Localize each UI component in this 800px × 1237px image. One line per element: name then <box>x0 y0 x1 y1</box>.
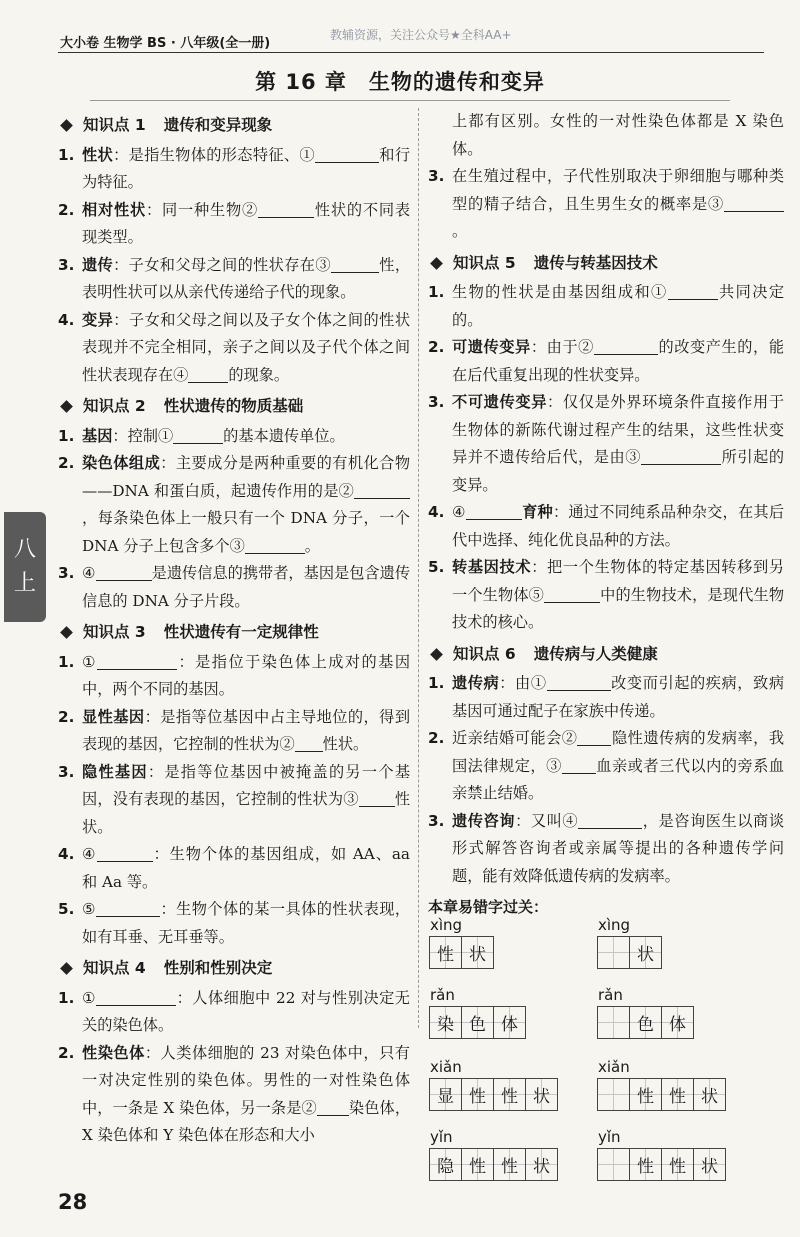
item-number: 5. <box>58 900 75 918</box>
diamond-bullet-icon <box>60 400 73 413</box>
fill-blank[interactable] <box>96 563 152 581</box>
list-item <box>428 670 784 725</box>
char-box <box>629 936 662 969</box>
char-box <box>661 1006 694 1039</box>
section-heading <box>58 619 410 647</box>
fill-blank[interactable] <box>577 728 611 746</box>
item-text: ：又叫④ <box>515 811 579 830</box>
term: 相对性状 <box>82 200 146 219</box>
list-item <box>58 252 410 307</box>
char-text: 状 <box>533 1157 550 1177</box>
item-text: ：是指生物体的形态特征、① <box>113 145 315 164</box>
list-item <box>58 307 410 390</box>
item-text: 。 <box>452 222 468 240</box>
section-title: 遗传和变异现象 <box>163 116 273 134</box>
item-number: 4. <box>58 310 75 329</box>
term: 遗传 <box>82 255 114 274</box>
item-number: 5. <box>428 558 445 576</box>
char-practice-block <box>430 1058 558 1111</box>
item-text: 在生殖过程中，子代性别取决于卵细胞与哪种类型的精子结合，且生男生女的概率是③ <box>452 167 784 213</box>
char-text: 性 <box>437 945 454 965</box>
char-practice-block <box>430 1128 558 1181</box>
list-item <box>58 142 410 197</box>
fill-blank[interactable] <box>315 145 379 163</box>
pinyin-label: xìng <box>430 916 463 934</box>
char-practice-block <box>598 1058 726 1111</box>
item-number: 3. <box>58 762 75 781</box>
empty-char-box[interactable] <box>597 1006 630 1039</box>
char-box <box>493 1006 526 1039</box>
fill-blank[interactable] <box>668 282 718 300</box>
pinyin-label: xiǎn <box>430 1058 462 1076</box>
item-number: 2. <box>58 454 75 472</box>
section-label: 知识点 6 <box>453 644 516 663</box>
term: 隐性基因 <box>82 762 148 781</box>
item-text: ① <box>82 988 97 1007</box>
diamond-bullet-icon <box>430 257 443 270</box>
item-number: 1. <box>58 652 75 671</box>
item-text: 改变而引起的疾病，致病基因可通过配子在家族中传递。 <box>452 674 785 720</box>
term: 性状 <box>82 145 114 164</box>
char-text: 性 <box>469 1087 486 1107</box>
continuation-text: 上都有区别。女性的一对性染色体都是 X 染色体。 <box>452 112 784 158</box>
char-text: 隐 <box>437 1157 454 1177</box>
left-column <box>58 108 410 1150</box>
list-item <box>428 279 784 334</box>
item-text: ：人类体细胞的 23 对染色体中，只有一对决定性别的染色体。男性的一对性染色体中，一条是 X 染色体，另一条是② <box>82 1043 410 1117</box>
item-text: ④ <box>82 845 97 863</box>
fill-blank[interactable] <box>641 447 721 465</box>
char-text: 染 <box>437 1015 454 1035</box>
pinyin-label: xiǎn <box>598 1058 630 1076</box>
item-text: ：由于② <box>530 338 594 356</box>
char-box <box>525 1148 558 1181</box>
section-title: 性别和性别决定 <box>163 959 273 977</box>
item-text: ：同一种生物② <box>146 200 258 219</box>
column-divider <box>418 108 419 1028</box>
char-box <box>629 1006 662 1039</box>
char-text: 状 <box>701 1087 718 1107</box>
item-text: 中的生物技术，是现代生物技术的核心。 <box>452 585 785 631</box>
item-number: 4. <box>428 503 445 521</box>
char-text: 显 <box>437 1087 454 1107</box>
section-heading <box>58 112 410 140</box>
item-text: ，是咨询医生以商谈形式解答咨询者或亲属等提出的各种遗传学问题，能有效降低遗传病的发病率。 <box>452 811 785 885</box>
char-text: 体 <box>501 1015 518 1035</box>
item-text: 性，表明性状可以从亲代传递给子代的现象。 <box>82 255 411 301</box>
section-label: 知识点 4 <box>83 959 146 977</box>
list-item <box>58 704 410 759</box>
item-number: 2. <box>58 200 75 219</box>
list-item <box>428 725 784 808</box>
char-text: 性 <box>637 1157 654 1177</box>
char-text: 状 <box>637 945 654 965</box>
fill-blank[interactable] <box>188 365 228 383</box>
fill-blank[interactable] <box>562 756 596 774</box>
fill-blank[interactable] <box>724 194 784 212</box>
error-chars-grid <box>428 906 784 1186</box>
char-box <box>461 1006 494 1039</box>
section-heading <box>58 955 410 983</box>
item-number: 2. <box>428 729 445 747</box>
pinyin-label: xìng <box>598 916 631 934</box>
char-box <box>429 1148 462 1181</box>
list-item <box>58 841 410 896</box>
item-number: 2. <box>58 707 75 726</box>
char-practice-block <box>598 986 694 1039</box>
term: 变异 <box>82 310 114 329</box>
item-text: ：是指等位基因中占主导地位的，得到表现的基因，它控制的性状为② <box>82 707 410 753</box>
item-number: 4. <box>58 845 75 863</box>
item-text: ：主要成分是两种重要的有机化合物——DNA 和蛋白质，起遗传作用的是② <box>82 454 410 500</box>
item-number: 3. <box>428 393 445 411</box>
item-text: 是遗传信息的携带者，基因是包含遗传信息的 DNA 分子片段。 <box>82 564 411 610</box>
section-title: 遗传病与人类健康 <box>533 644 658 663</box>
item-text: ：子女和父母之间的性状存在③ <box>113 255 331 274</box>
term: 遗传咨询 <box>452 811 516 830</box>
section-label: 知识点 1 <box>83 116 146 134</box>
char-text: 色 <box>469 1015 486 1035</box>
fill-blank[interactable] <box>97 844 153 862</box>
section-title: 性状遗传有一定规律性 <box>163 623 319 641</box>
pinyin-label: rǎn <box>430 986 455 1004</box>
chapter-title: 第 16 章 生物的遗传和变异 <box>255 70 545 94</box>
char-box-row <box>430 936 494 969</box>
section-title: 遗传与转基因技术 <box>533 253 658 272</box>
char-box-row <box>430 1148 558 1181</box>
item-text: 所引起的变异。 <box>452 448 784 494</box>
item-text: 染色体，X 染色体和 Y 染色体在形态和大小 <box>82 1098 411 1144</box>
char-text: 性 <box>469 1157 486 1177</box>
item-number: 1. <box>58 145 75 164</box>
term: 显性基因 <box>82 707 145 726</box>
empty-char-box[interactable] <box>597 1148 630 1181</box>
fill-blank[interactable] <box>466 502 522 520</box>
char-box <box>629 1148 662 1181</box>
char-box-row <box>598 1148 726 1181</box>
diamond-bullet-icon <box>60 626 73 639</box>
section-label: 知识点 2 <box>83 397 146 415</box>
char-box <box>461 936 494 969</box>
fill-blank[interactable] <box>258 200 314 218</box>
section-title: 性状遗传的物质基础 <box>163 397 304 415</box>
item-number: 1. <box>428 674 445 692</box>
pinyin-label: yǐn <box>430 1128 453 1146</box>
item-number: 3. <box>58 255 75 274</box>
char-box-row <box>598 1078 726 1111</box>
term: 育种 <box>521 503 553 521</box>
char-text: 状 <box>469 945 486 965</box>
fill-blank[interactable] <box>578 811 642 829</box>
chapter-divider <box>90 100 730 101</box>
list-item <box>58 560 410 615</box>
item-text: ：控制① <box>112 426 174 445</box>
item-text: ：子女和父母之间以及子女个体之间的性状表现并不完全相同，亲子之间以及子代个体之间性状表现存在④ <box>82 310 410 384</box>
char-practice-block <box>598 916 662 969</box>
list-item <box>428 334 784 389</box>
item-text: 性状。 <box>322 735 369 753</box>
item-text: 隐性遗传病的发病率，我国法律规定，③ <box>452 729 785 775</box>
char-text: 性 <box>669 1087 686 1107</box>
book-header: 大小卷 生物学 BS · 八年级(全一册) <box>60 36 271 51</box>
fill-blank[interactable] <box>173 426 223 444</box>
fill-blank[interactable] <box>359 789 395 807</box>
term: 染色体组成 <box>82 454 161 472</box>
item-text: ：是指等位基因中被掩盖的另一个基因，没有表现的基因，它控制的性状为③ <box>82 762 411 808</box>
item-text: ① <box>82 652 98 671</box>
item-text: ：把一个生物体的特定基因转移到另一个生物体⑤ <box>452 558 785 604</box>
item-text: 生物的性状是由基因组成和① <box>452 283 668 301</box>
char-box-row <box>430 1006 526 1039</box>
char-practice-block <box>430 986 526 1039</box>
diamond-bullet-icon <box>430 648 443 661</box>
fill-blank[interactable] <box>547 673 611 691</box>
char-box <box>629 1078 662 1111</box>
list-item <box>428 389 784 499</box>
char-text: 体 <box>669 1015 686 1035</box>
term: 基因 <box>82 426 113 445</box>
grade-side-tab <box>4 512 46 622</box>
term: 转基因技术 <box>452 558 532 576</box>
fill-blank[interactable] <box>295 734 323 752</box>
char-text: 状 <box>701 1157 718 1177</box>
section-heading <box>58 393 410 421</box>
char-box <box>525 1078 558 1111</box>
term: 不可遗传变异 <box>452 393 548 411</box>
list-item <box>428 163 784 246</box>
item-text: ④ <box>452 503 466 521</box>
item-number: 3. <box>428 167 445 185</box>
item-text: ：人体细胞中 22 对与性别决定无关的染色体。 <box>82 988 410 1034</box>
list-item <box>58 450 410 560</box>
fill-blank[interactable] <box>331 255 379 273</box>
item-text: 血亲或者三代以内的旁系血亲禁止结婚。 <box>452 756 785 802</box>
fill-blank[interactable] <box>317 1098 349 1116</box>
header-divider <box>58 52 764 53</box>
list-item <box>58 759 410 842</box>
item-number: 1. <box>58 988 75 1007</box>
item-text: ：是指位于染色体上成对的基因中，两个不同的基因。 <box>82 652 411 698</box>
side-tab-char: 八 <box>13 537 36 562</box>
list-item <box>58 1040 410 1150</box>
char-box <box>493 1078 526 1111</box>
item-text: 性状。 <box>82 790 411 836</box>
fill-blank[interactable] <box>544 585 600 603</box>
item-text: ：生物个体的某一具体的性状表现，如有耳垂、无耳垂等。 <box>82 900 411 946</box>
item-text: 的现象。 <box>228 365 290 384</box>
char-box <box>429 1006 462 1039</box>
diamond-bullet-icon <box>60 119 73 132</box>
item-text: 共同决定的。 <box>452 283 785 329</box>
list-item <box>58 649 410 704</box>
item-text: 的基本遗传单位。 <box>223 426 345 445</box>
fill-blank[interactable] <box>354 481 410 499</box>
list-item <box>58 985 410 1040</box>
char-text: 性 <box>501 1157 518 1177</box>
fill-blank[interactable] <box>245 536 305 554</box>
item-number: 3. <box>58 564 75 582</box>
term: 性染色体 <box>82 1043 145 1062</box>
fill-blank[interactable] <box>96 899 160 917</box>
side-tab-char: 上 <box>13 571 36 596</box>
empty-char-box[interactable] <box>597 936 630 969</box>
char-box <box>429 936 462 969</box>
list-item <box>428 808 784 891</box>
item-text: 近亲结婚可能会② <box>452 729 578 747</box>
page-number: 28 <box>58 1190 88 1214</box>
section-label: 知识点 5 <box>453 253 516 272</box>
list-item <box>58 423 410 451</box>
char-box <box>461 1148 494 1181</box>
char-text: 性 <box>637 1087 654 1107</box>
error-chars-title: 本章易错字过关： <box>428 898 549 916</box>
char-box <box>493 1148 526 1181</box>
list-item <box>58 896 410 951</box>
section-label: 知识点 3 <box>83 623 146 641</box>
list-item <box>428 499 784 554</box>
item-text: 的改变产生的，能在后代重复出现的性状变异。 <box>452 338 785 384</box>
fill-blank[interactable] <box>96 988 176 1006</box>
item-text: 性状的不同表现类型。 <box>82 200 410 246</box>
pinyin-label: rǎn <box>598 986 623 1004</box>
char-box-row <box>598 936 662 969</box>
char-text: 色 <box>637 1015 654 1035</box>
item-text: ：通过不同纯系品种杂交，在其后代中选择、纯化优良品种的方法。 <box>452 503 785 549</box>
item-number: 3. <box>428 811 445 830</box>
item-text: ⑤ <box>82 900 97 918</box>
empty-char-box[interactable] <box>597 1078 630 1111</box>
item-number: 1. <box>58 426 75 445</box>
section-heading <box>428 641 784 669</box>
item-number: 1. <box>428 283 445 301</box>
item-text: ④ <box>82 564 96 582</box>
term: 可遗传变异 <box>452 338 531 356</box>
char-text: 性 <box>501 1087 518 1107</box>
list-item <box>58 197 410 252</box>
list-item <box>428 554 784 637</box>
char-box <box>661 1148 694 1181</box>
char-box <box>693 1148 726 1181</box>
section-heading <box>428 250 784 278</box>
char-practice-block <box>598 1128 726 1181</box>
char-box <box>461 1078 494 1111</box>
fill-blank[interactable] <box>594 337 658 355</box>
char-text: 性 <box>669 1157 686 1177</box>
char-box-row <box>598 1006 694 1039</box>
right-column <box>428 108 784 922</box>
char-box <box>693 1078 726 1111</box>
item-text: ：由① <box>499 674 547 692</box>
char-box-row <box>430 1078 558 1111</box>
char-box <box>661 1078 694 1111</box>
item-number: 2. <box>428 338 445 356</box>
char-box <box>429 1078 462 1111</box>
watermark-text: 教辅资源，关注公众号★全科AA+ <box>330 28 512 42</box>
term: 遗传病 <box>452 674 500 692</box>
item-text: ：生物个体的基因组成，如 AA、aa 和 Aa 等。 <box>82 845 410 891</box>
diamond-bullet-icon <box>60 962 73 975</box>
char-practice-block <box>430 916 494 969</box>
item-text: ，每条染色体上一般只有一个 DNA 分子，一个 DNA 分子上包含多个③ <box>82 509 410 555</box>
fill-blank[interactable] <box>97 652 177 670</box>
pinyin-label: yǐn <box>598 1128 621 1146</box>
item-number: 2. <box>58 1043 75 1062</box>
item-text: 。 <box>304 536 320 555</box>
item-text: ：仅仅是外界环境条件直接作用于生物体的新陈代谢过程产生的结果，这些性状变异并不遗传给后代，是由③ <box>452 393 785 466</box>
char-text: 状 <box>533 1087 550 1107</box>
item-text: 和行为特征。 <box>82 145 411 191</box>
